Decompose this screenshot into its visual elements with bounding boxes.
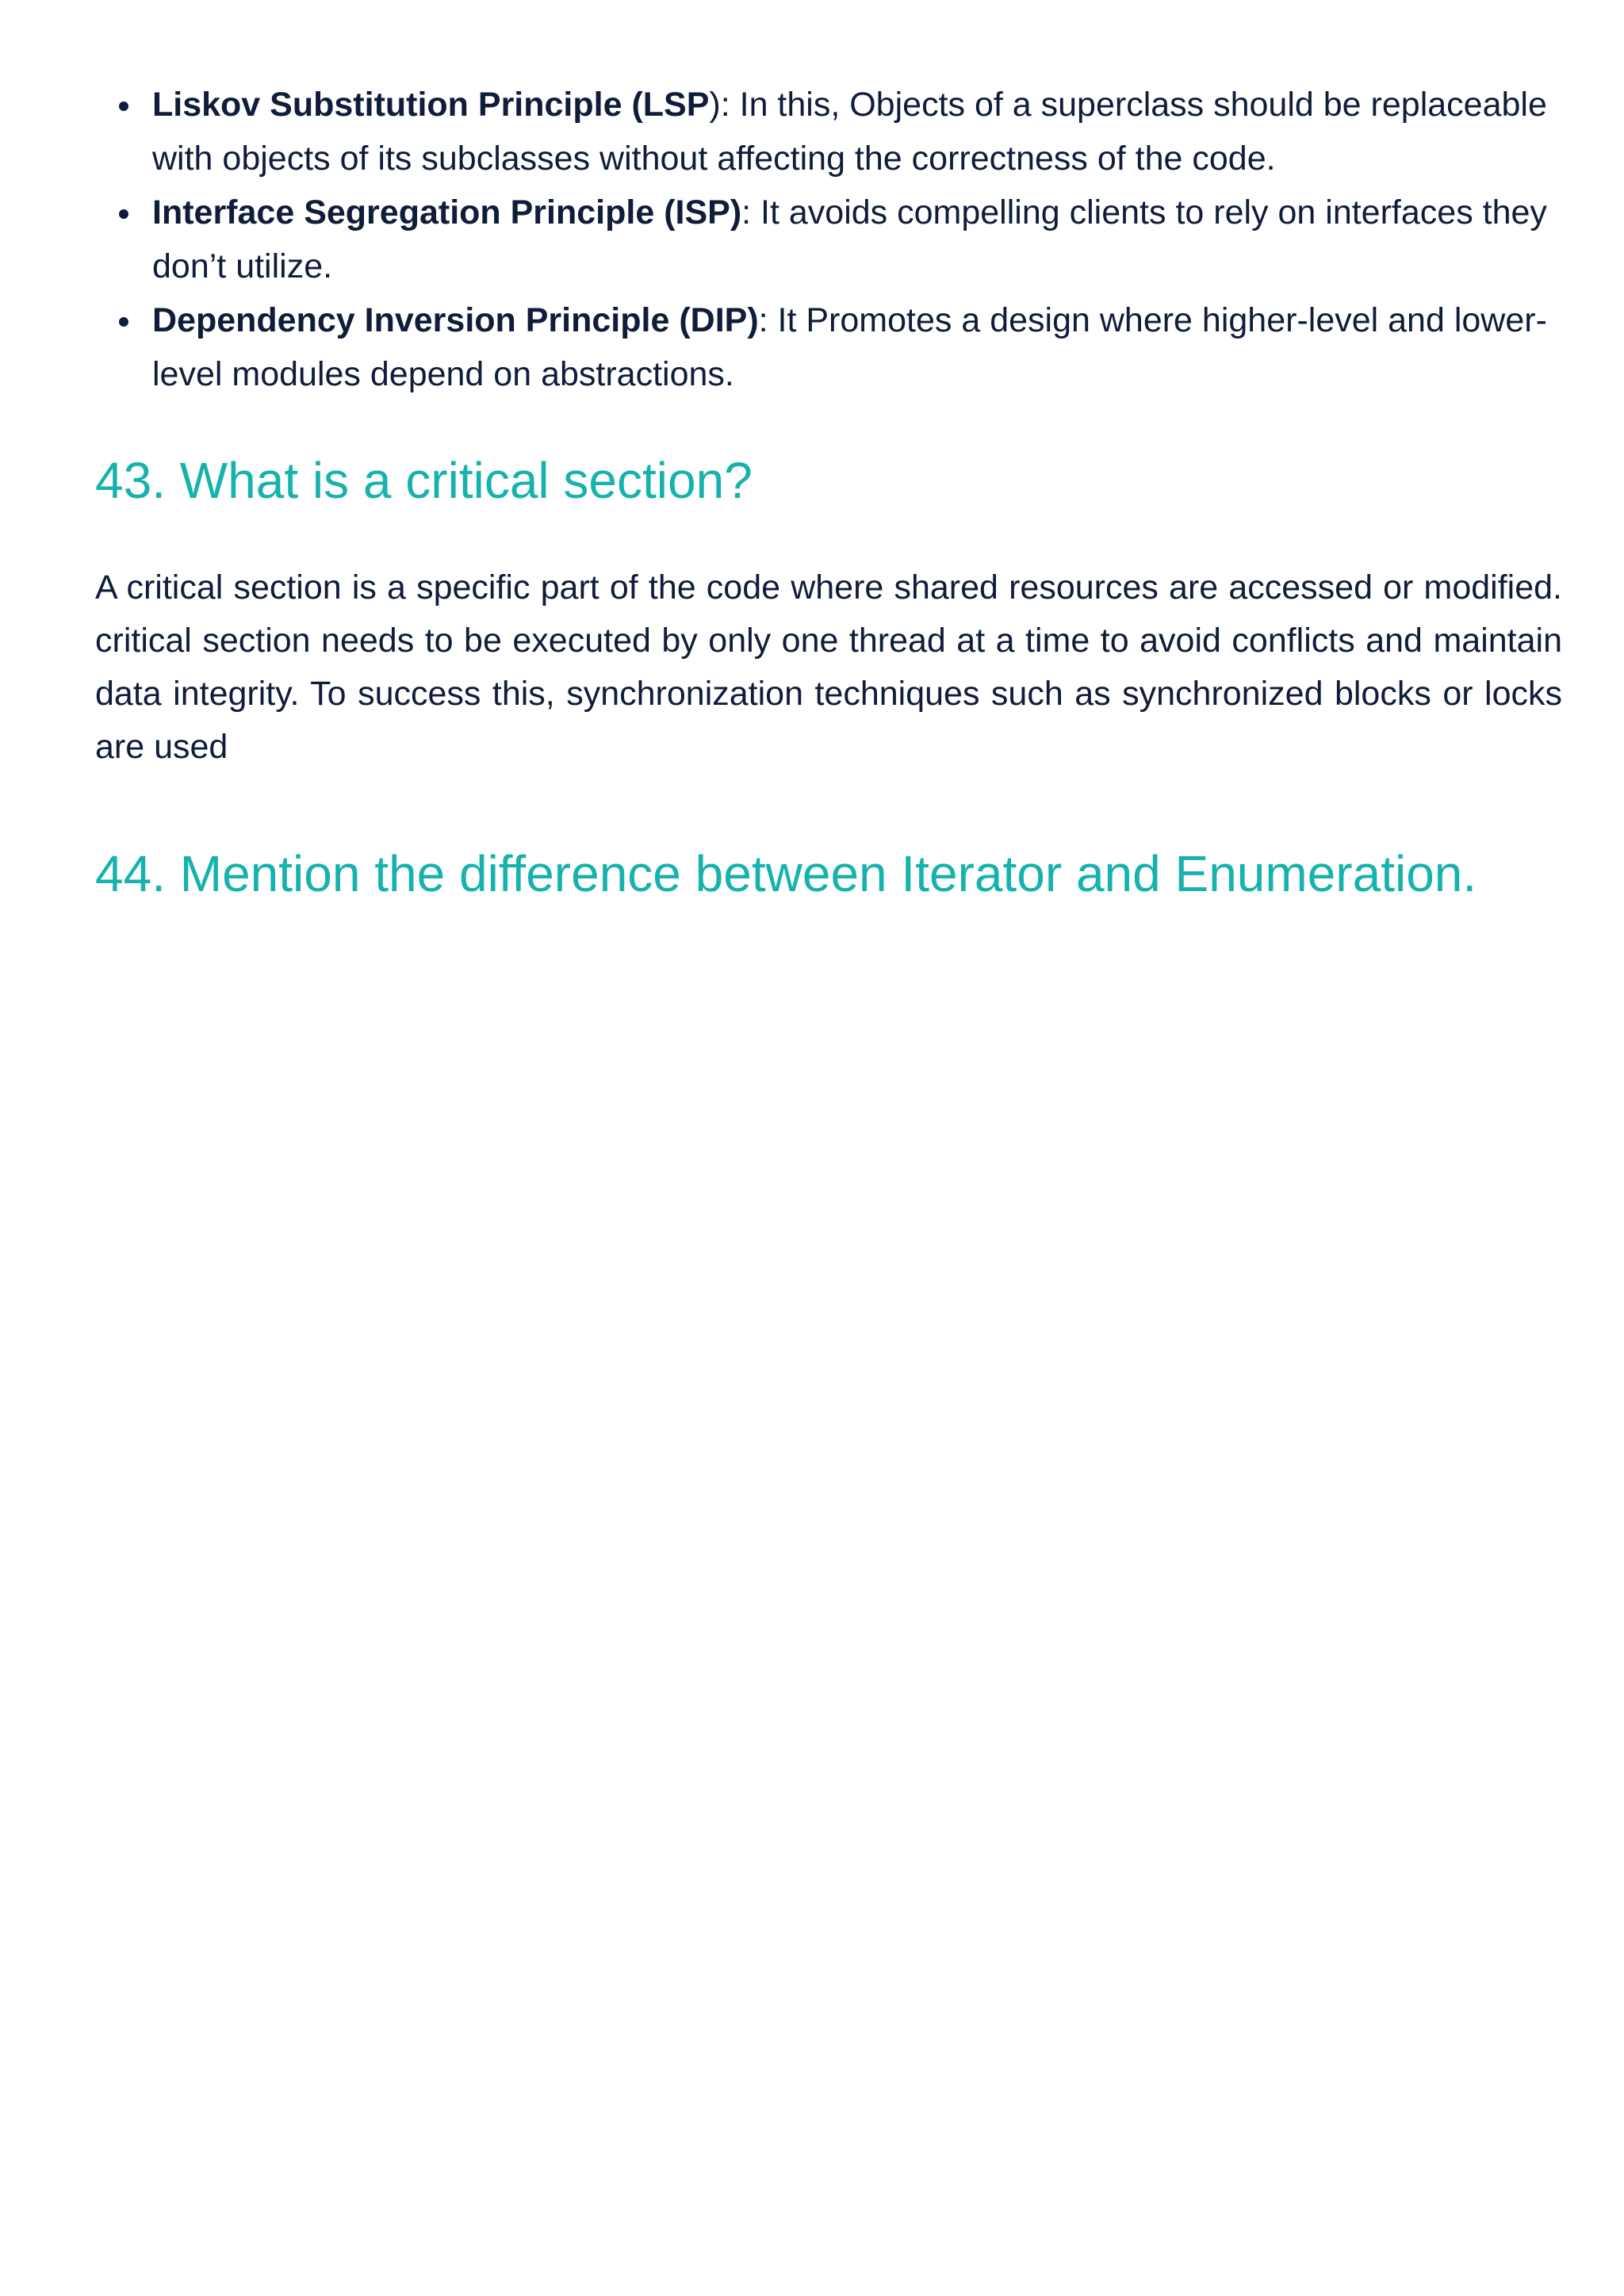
principle-term: Liskov Substitution Principle (LSP [152, 86, 710, 124]
solid-principles-list [119, 78, 1586, 401]
section-43-body: A critical section is a specific part of the code where shared resources are accessed or modified. critical section needs to be executed by only one thread at a time to avoid conflicts and maintain data integrity. To success this, synchronization techniques such as synchronized blocks or locks are used [95, 568, 1562, 766]
section-44-heading: 44. Mention the difference between Iterator and Enumeration. [95, 845, 1477, 902]
principle-description: : It Promotes a design where higher-level and lower-level modules depend on abstractions. [152, 301, 1547, 393]
principle-term: Dependency Inversion Principle (DIP) [152, 301, 759, 339]
bullet-icon [119, 209, 128, 219]
list-item [119, 293, 1586, 401]
bullet-icon [119, 317, 128, 327]
bullet-icon [119, 101, 128, 111]
list-item [119, 186, 1586, 293]
principle-term: Interface Segregation Principle (ISP) [152, 193, 742, 232]
list-item [119, 78, 1586, 186]
principle-description: : It avoids compelling clients to rely on interfaces they don’t utilize. [152, 193, 1547, 285]
section-43-heading: 43. What is a critical section? [95, 452, 753, 509]
principle-description: ): In this, Objects of a superclass should be replaceable with objects of its subclasses without affecting the correctness of the code. [152, 86, 1547, 178]
